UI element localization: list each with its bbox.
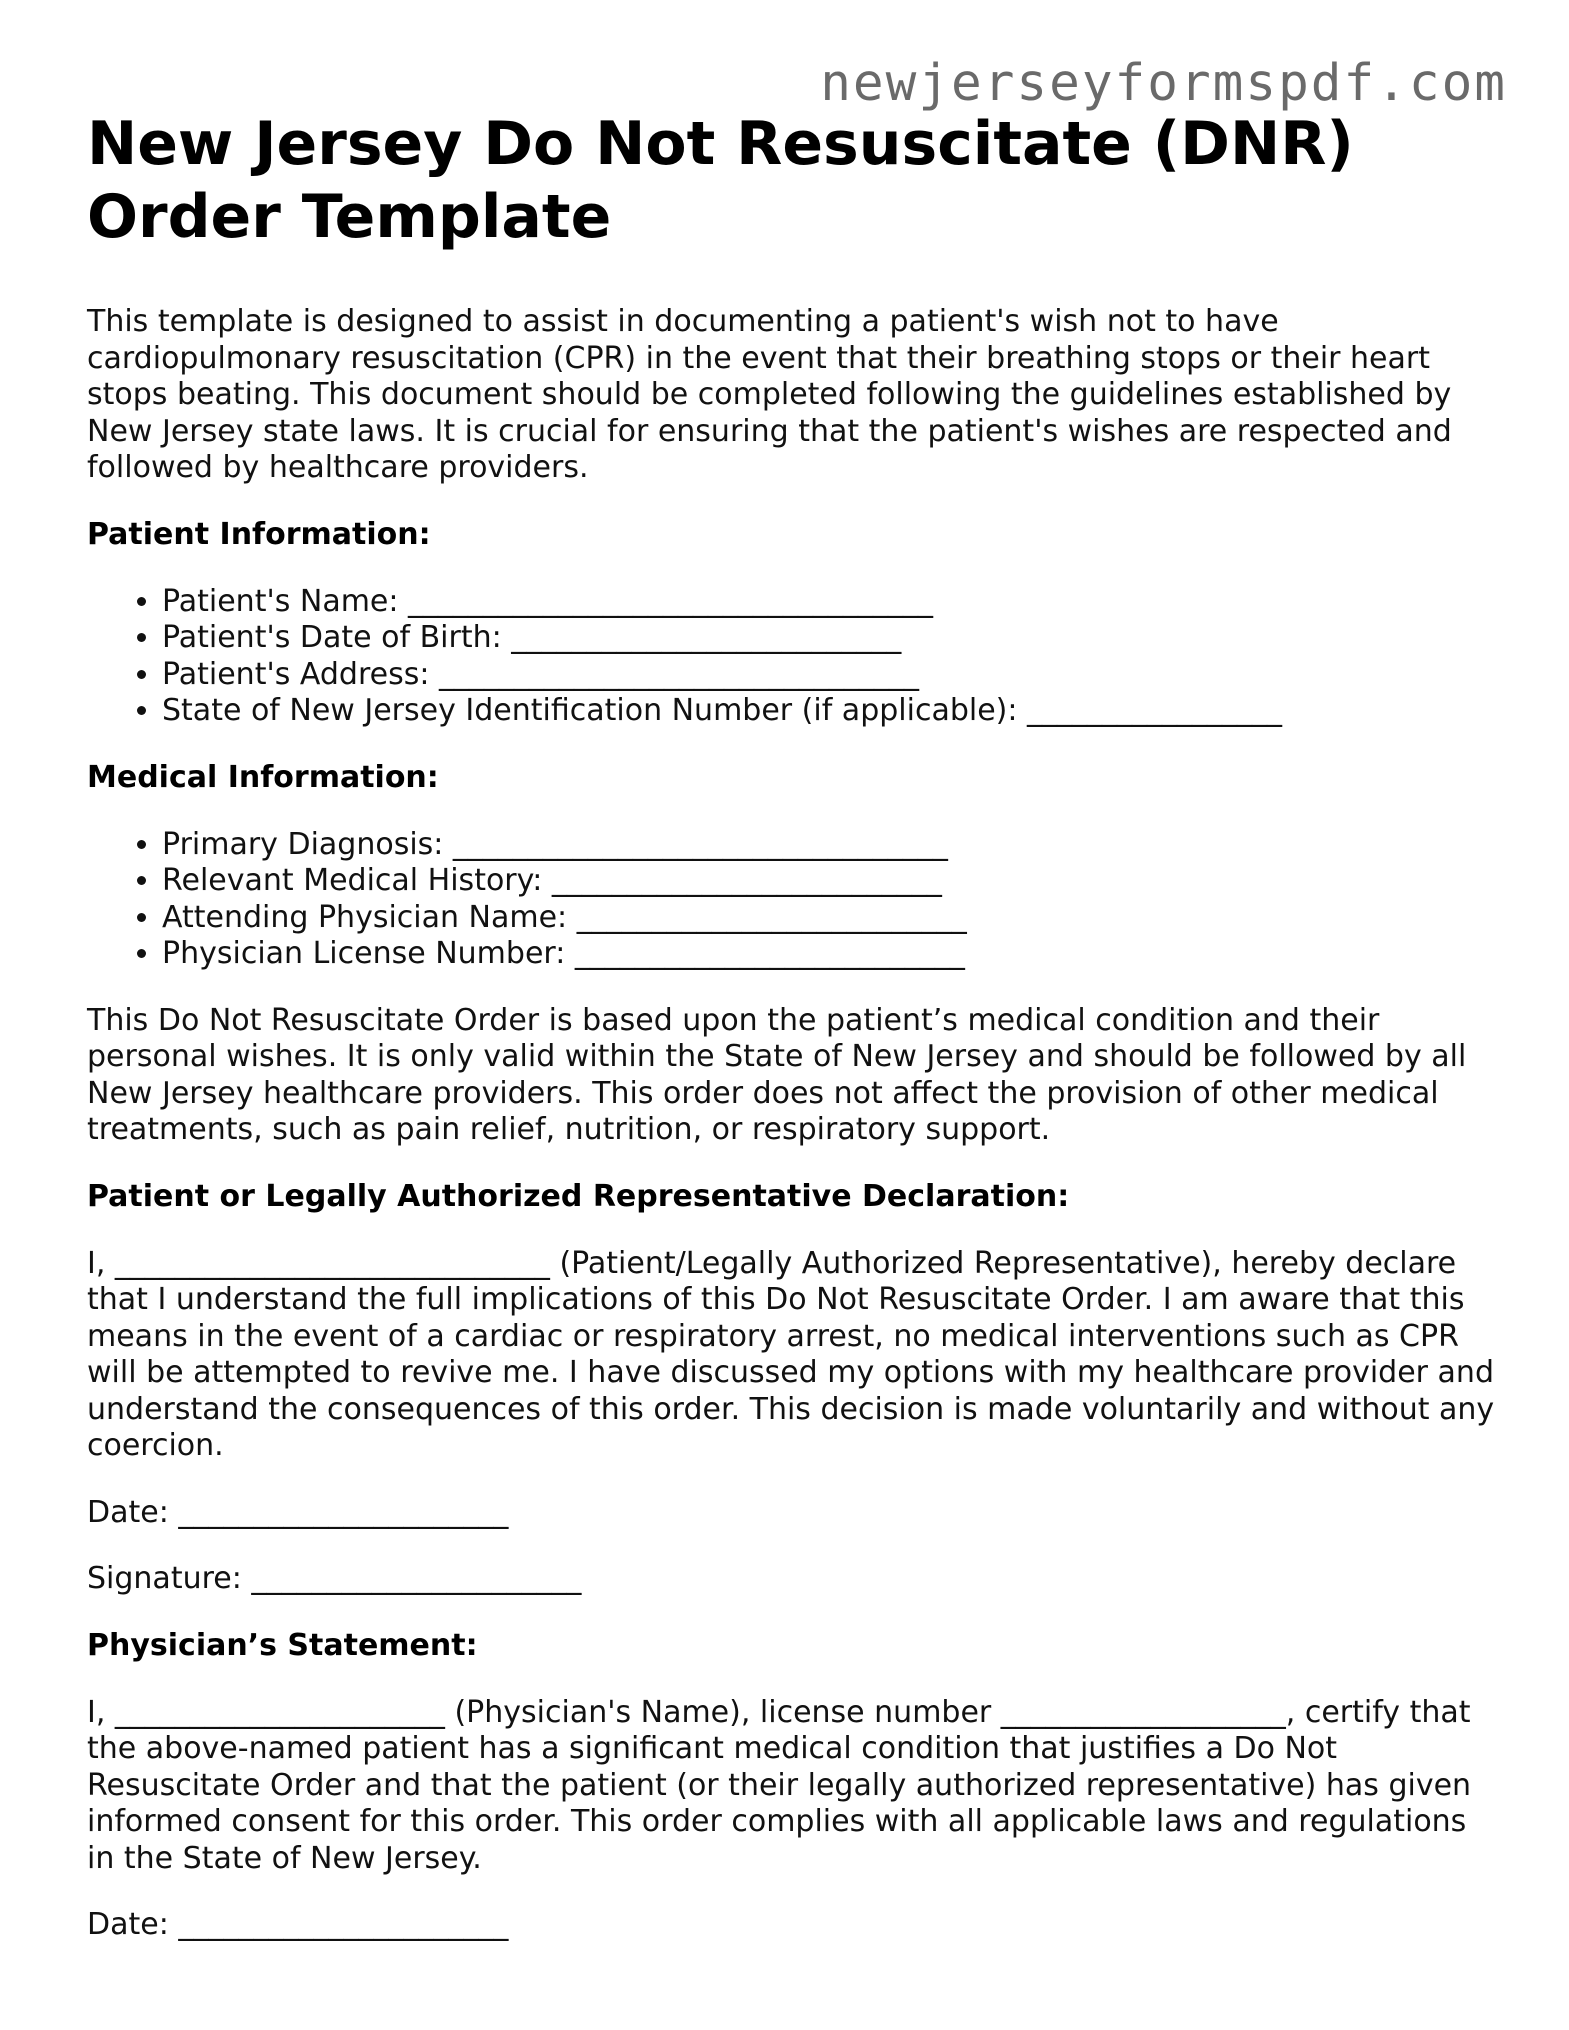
- physician-license-field: • Physician License Number: __________________________: [162, 936, 1497, 973]
- patient-id-field: • State of New Jersey Identification Number (if applicable): _________________: [162, 693, 1497, 730]
- declaration-date-line: Date: ______________________: [87, 1494, 509, 1530]
- medical-info-list: [87, 827, 1497, 973]
- primary-diagnosis-field: • Primary Diagnosis: _________________________________: [162, 827, 1497, 864]
- physician-statement-heading: Physician’s Statement:: [87, 1627, 478, 1663]
- patient-name-field: • Patient's Name: ___________________________________: [162, 584, 1497, 621]
- declaration-heading: Patient or Legally Authorized Representative Declaration:: [87, 1178, 1070, 1214]
- validity-paragraph: This Do Not Resuscitate Order is based upon the patient’s medical condition and their personal wishes. It is only valid within the State of New Jersey and should be followed by all New Jersey healthcare providers. This order does not affect the provision of other medical treatments, such as pain relief, nutrition, or respiratory support.: [87, 1002, 1467, 1147]
- physician-statement-paragraph: I, ______________________ (Physician's Name), license number ___________________, certify that the above-named patient has a significant medical condition that justifies a Do Not Resuscitate Order and that the patient (or their legally authorized representative) has given informed consent for this order. This order complies with all applicable laws and regulations in the State of New Jersey.: [87, 1694, 1472, 1876]
- patient-address-field: • Patient's Address: ________________________________: [162, 657, 1497, 694]
- intro-paragraph: This template is designed to assist in documenting a patient's wish not to have cardiopulmonary resuscitation (CPR) in the event that their breathing stops or their heart stops beating. This document should be completed following the guidelines established by New Jersey state laws. It is crucial for ensuring that the patient's wishes are respected and followed by healthcare providers.: [87, 304, 1452, 485]
- patient-dob-field: • Patient's Date of Birth: __________________________: [162, 620, 1497, 657]
- site-watermark: newjerseyformspdf.com: [820, 54, 1507, 113]
- medical-info-heading: Medical Information:: [87, 759, 439, 795]
- patient-info-list: [87, 584, 1497, 730]
- document-title: New Jersey Do Not Resuscitate (DNR) Order Template: [87, 109, 1354, 252]
- declaration-paragraph: I, _____________________________ (Patient/Legally Authorized Representative), hereby declare that I understand the full implications of this Do Not Resuscitate Order. I am aware that this means in the event of a cardiac or respiratory arrest, no medical interventions such as CPR will be attempted to revive me. I have discussed my options with my healthcare provider and understand the consequences of this order. This decision is made voluntarily and without any coercion.: [87, 1245, 1495, 1463]
- medical-history-field: • Relevant Medical History: __________________________: [162, 863, 1497, 900]
- document-page: [87, 108, 1497, 1944]
- attending-physician-field: • Attending Physician Name: __________________________: [162, 900, 1497, 937]
- declaration-signature-line: Signature: ______________________: [87, 1561, 582, 1596]
- physician-date-line: Date: ______________________: [87, 1907, 509, 1942]
- patient-info-heading: Patient Information:: [87, 516, 431, 552]
